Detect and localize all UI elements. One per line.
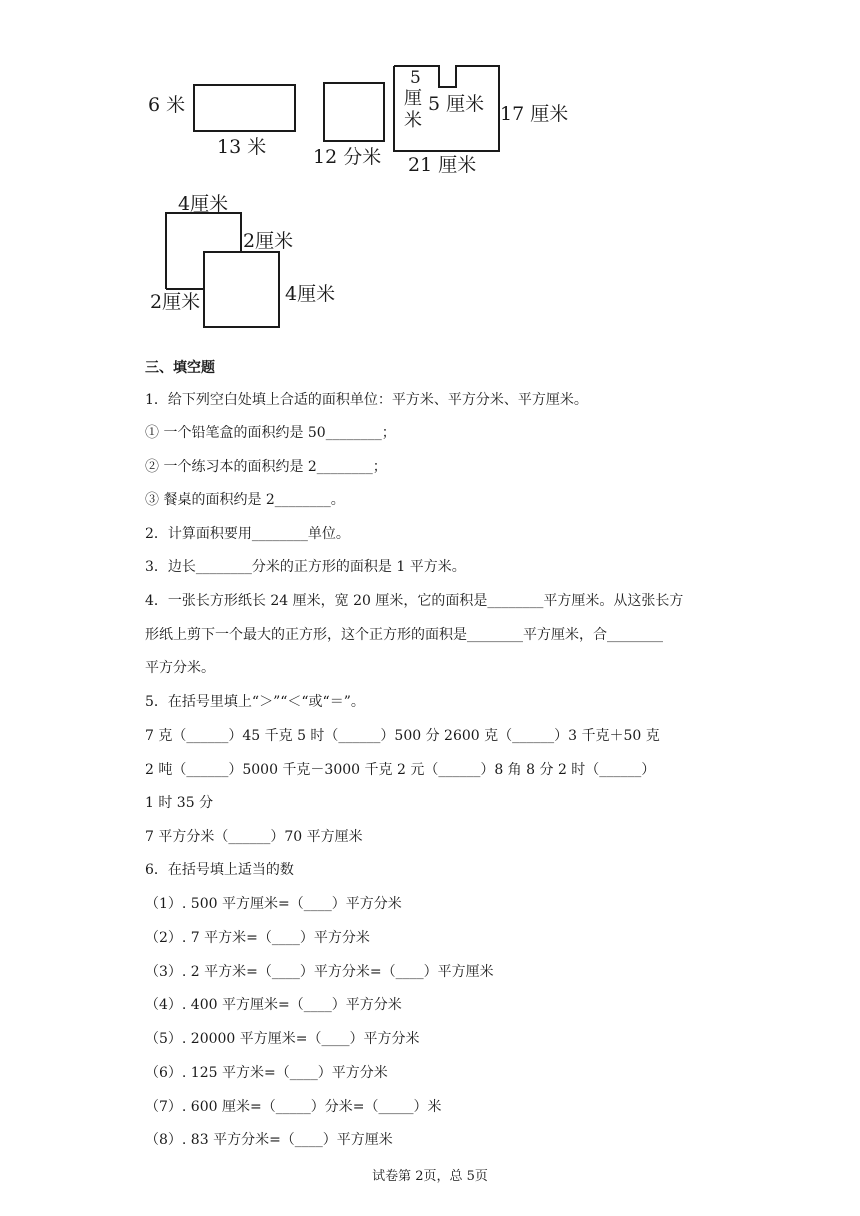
question-1-item-2: ② 一个练习本的面积约是 2________； xyxy=(145,459,387,475)
question-6-item-2: （2）. 7 平方米=（____）平方分米 xyxy=(145,930,370,946)
question-3: 3．边长________分米的正方形的面积是 1 平方米。 xyxy=(145,559,466,575)
square-figure xyxy=(323,82,385,142)
notch-left-label-2: 厘 xyxy=(404,88,422,109)
question-4-line-3: 平方分米。 xyxy=(145,660,215,676)
question-6-item-1: （1）. 500 平方厘米=（____）平方分米 xyxy=(145,896,402,912)
question-1-item-3: ③ 餐桌的面积约是 2________。 xyxy=(145,492,345,508)
question-6-item-5: （5）. 20000 平方厘米=（____）平方分米 xyxy=(145,1031,420,1047)
rectangle-figure xyxy=(193,84,296,132)
question-1: 1．给下列空白处填上合适的面积单位：平方米、平方分米、平方厘米。 xyxy=(145,392,588,408)
overlap-mid-right-label: 2厘米 xyxy=(243,230,294,252)
notch-right-label: 17 厘米 xyxy=(500,103,569,125)
rect-bottom-label: 13 米 xyxy=(217,136,267,158)
question-5: 5．在括号里填上“＞”“＜“或“＝”。 xyxy=(145,694,365,710)
question-6-item-3: （3）. 2 平方米=（____）平方分米=（____）平方厘米 xyxy=(145,964,494,980)
question-5-row-2: 2 吨（______）5000 千克－3000 千克 2 元（______）8 角 8 分 2 时（______） xyxy=(145,762,656,778)
overlap-left-bottom-label: 2厘米 xyxy=(150,291,201,313)
question-4-line-1: 4．一张长方形纸长 24 厘米，宽 20 厘米，它的面积是________平方厘米。从这张长方 xyxy=(145,593,684,609)
question-4-line-2: 形纸上剪下一个最大的正方形，这个正方形的面积是________平方厘米，合________ xyxy=(145,627,663,643)
question-6: 6．在括号填上适当的数 xyxy=(145,862,294,878)
overlap-right-label: 4厘米 xyxy=(285,283,336,305)
question-1-item-1: ① 一个铅笔盒的面积约是 50________； xyxy=(145,425,396,441)
square-bottom-label: 12 分米 xyxy=(313,146,382,168)
question-6-item-7: （7）. 600 厘米=（_____）分米=（_____）米 xyxy=(145,1099,442,1115)
question-2: 2．计算面积要用________单位。 xyxy=(145,526,350,542)
question-5-row-3: 7 平方分米（______）70 平方厘米 xyxy=(145,829,363,845)
question-6-item-6: （6）. 125 平方米=（____）平方分米 xyxy=(145,1065,388,1081)
question-5-row-2-cont: 1 时 35 分 xyxy=(145,795,214,811)
notch-inner-label: 5 厘米 xyxy=(428,93,485,115)
rect-side-label: 6 米 xyxy=(148,94,186,116)
question-6-item-8: （8）. 83 平方分米=（____）平方厘米 xyxy=(145,1132,393,1148)
question-6-item-4: （4）. 400 平方厘米=（____）平方分米 xyxy=(145,997,402,1013)
notch-left-label-3: 米 xyxy=(404,110,422,131)
notch-left-label-1: 5 xyxy=(410,68,421,88)
notch-bottom-label: 21 厘米 xyxy=(408,154,477,176)
overlap-top-label: 4厘米 xyxy=(178,193,229,215)
question-5-row-1: 7 克（______）45 千克 5 时（______）500 分 2600 克（______）3 千克＋50 克 xyxy=(145,728,660,744)
page-footer: 试卷第 2页，总 5页 xyxy=(372,1169,488,1184)
section-title: 三、填空题 xyxy=(145,360,215,376)
